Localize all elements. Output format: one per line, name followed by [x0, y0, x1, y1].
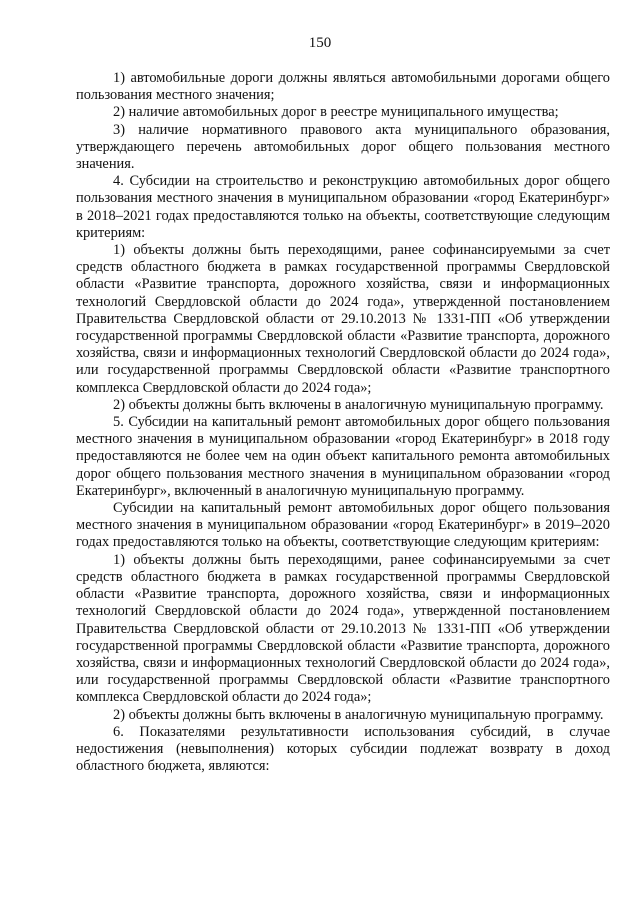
- paragraph-section-5: 5. Субсидии на капитальный ремонт автомобильных дорог общего пользования местного значения в муниципальном образовании «город Екатеринбург» в 2018 году предоставляются не более чем на один объект капитального ремонта автомобильных дорог общего пользования местного значения в муниципальном образовании «город Екатеринбург», включенный в аналогичную муниципальную программу.: [76, 414, 610, 499]
- paragraph-section-5-continued: Субсидии на капитальный ремонт автомобильных дорог общего пользования местного значения в муниципальном образовании «город Екатеринбург» в 2019–2020 годах предоставляются только на объекты, соответствующие следующим критериям:: [76, 500, 610, 551]
- page-number: 150: [308, 35, 332, 51]
- paragraph-section-4-item-1: 1) объекты должны быть переходящими, ранее софинансируемыми за счет средств областного бюджета в рамках государственной программы Свердловской области «Развитие транспорта, дорожного хозяйства, связи и информационных технологий Свердловской области до 2024 года», утвержденной постановлением Правительства Свердловской области от 29.10.2013 № 1331-ПП «Об утверждении государственной программы Свердловской области «Развитие транспорта, дорожного хозяйства, связи и информационных технологий Свердловской области до 2024 года», или государственной программы Свердловской области «Развитие транспортного комплекса Свердловской области до 2024 года»;: [76, 242, 610, 396]
- paragraph-criterion-3: 3) наличие нормативного правового акта муниципального образования, утверждающего перечень автомобильных дорог общего пользования местного значения.: [76, 121, 610, 173]
- paragraph-section-4: 4. Субсидии на строительство и реконструкцию автомобильных дорог общего пользования местного значения в муниципальном образовании «город Екатеринбург» в 2018–2021 годах предоставляются только на объекты, соответствующие следующим критериям:: [76, 173, 610, 241]
- paragraph-section-4-item-2: 2) объекты должны быть включены в аналогичную муниципальную программу.: [113, 396, 604, 413]
- paragraph-section-5-item-1: 1) объекты должны быть переходящими, ранее софинансируемыми за счет средств областного бюджета в рамках государственной программы Свердловской области «Развитие транспорта, дорожного хозяйства, связи и информационных технологий Свердловской области до 2024 года», утвержденной постановлением Правительства Свердловской области от 29.10.2013 № 1331-ПП «Об утверждении государственной программы Свердловской области «Развитие транспорта, дорожного хозяйства, связи и информационных технологий Свердловской области до 2024 года», или государственной программы Свердловской области «Развитие транспортного комплекса Свердловской области до 2024 года»;: [76, 551, 610, 706]
- paragraph-section-5-item-2: 2) объекты должны быть включены в аналогичную муниципальную программу.: [113, 706, 604, 723]
- paragraph-section-6: 6. Показателями результативности использования субсидий, в случае недостижения (невыполнения) которых субсидии подлежат возврату в доход областного бюджета, являются:: [76, 723, 610, 775]
- paragraph-criterion-2: 2) наличие автомобильных дорог в реестре муниципального имущества;: [113, 104, 559, 121]
- document-body: [76, 70, 610, 775]
- paragraph-criterion-1: 1) автомобильные дороги должны являться автомобильными дорогами общего пользования местного значения;: [76, 70, 610, 104]
